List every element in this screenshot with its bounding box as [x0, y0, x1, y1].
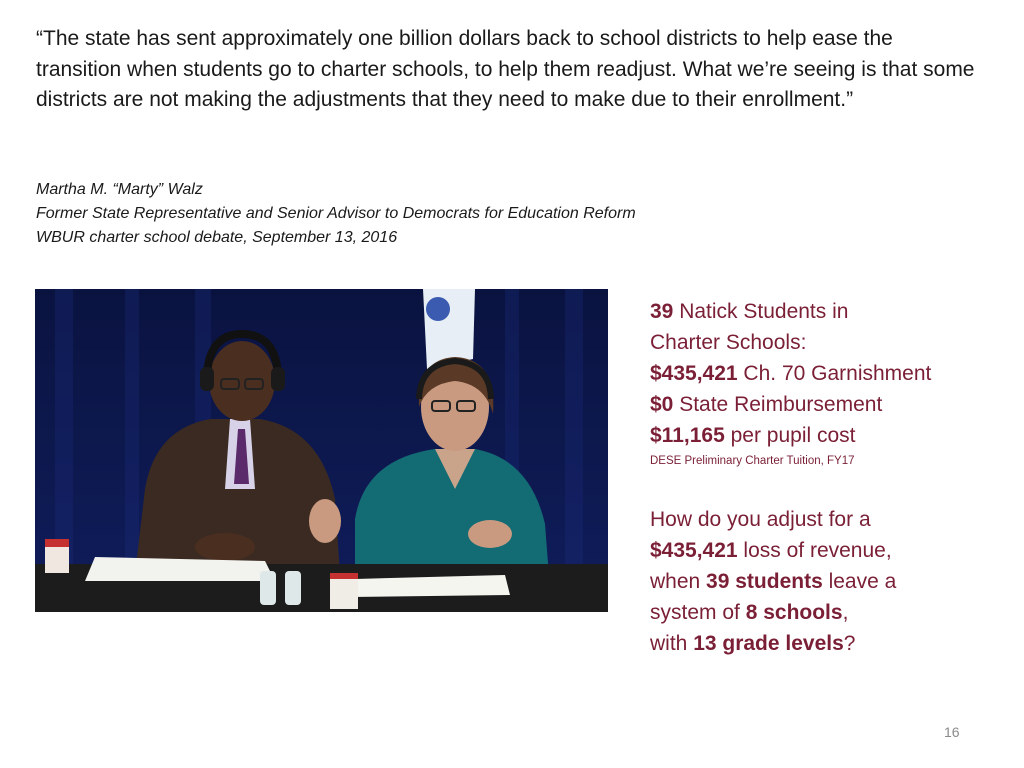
question-line-2-rest: loss of revenue,	[737, 539, 892, 562]
question-line-3	[650, 566, 1010, 597]
attribution-title: Former State Representative and Senior Advisor to Democrats for Education Reform	[36, 205, 636, 222]
facts-line-garnishment	[650, 358, 1010, 389]
reimbursement-text: State Reimbursement	[673, 393, 883, 416]
question-grades: 13 grade levels	[693, 632, 844, 655]
per-pupil-text: per pupil cost	[724, 424, 856, 447]
question-line-4-pre: system of	[650, 601, 746, 624]
facts-line-reimbursement	[650, 389, 1010, 420]
question-amount: $435,421	[650, 539, 738, 562]
attribution-name: Martha M. “Marty” Walz	[36, 181, 203, 198]
facts-line-per-pupil	[650, 420, 1010, 451]
students-number: 39	[650, 300, 674, 323]
question-line-2	[650, 535, 1010, 566]
page-number: 16	[944, 724, 960, 740]
question-line-5-pre: with	[650, 632, 694, 655]
question-panel	[650, 504, 1010, 659]
attribution-source: WBUR charter school debate, September 13, 2016	[36, 229, 398, 246]
question-line-1: How do you adjust for a	[650, 508, 871, 531]
garnishment-text: Ch. 70 Garnishment	[737, 362, 932, 385]
question-line-3-pre: when	[650, 570, 707, 593]
per-pupil-amount: $11,165	[650, 424, 725, 447]
question-students: 39 students	[706, 570, 823, 593]
question-line-4-post: ,	[842, 601, 849, 624]
attribution	[36, 178, 936, 250]
question-schools: 8 schools	[745, 601, 843, 624]
debate-photo	[35, 289, 608, 612]
facts-source: DESE Preliminary Charter Tuition, FY17	[650, 455, 855, 467]
reimbursement-amount: $0	[650, 393, 674, 416]
question-line-5-post: ?	[843, 632, 856, 655]
students-text: Natick Students in	[673, 300, 849, 323]
question-line-3-post: leave a	[822, 570, 897, 593]
question-line-5	[650, 628, 1010, 659]
garnishment-amount: $435,421	[650, 362, 738, 385]
quote-text: “The state has sent approximately one billion dollars back to school districts to help ease the transition when students go to charter schools, to help them readjust. What we’re seeing is that some districts are not making the adjustments that they need to make due to their enrollment.”	[36, 27, 975, 111]
facts-panel	[650, 296, 1010, 469]
facts-line-charter: Charter Schools:	[650, 331, 807, 354]
question-line-4	[650, 597, 1010, 628]
facts-line-students	[650, 296, 1010, 327]
